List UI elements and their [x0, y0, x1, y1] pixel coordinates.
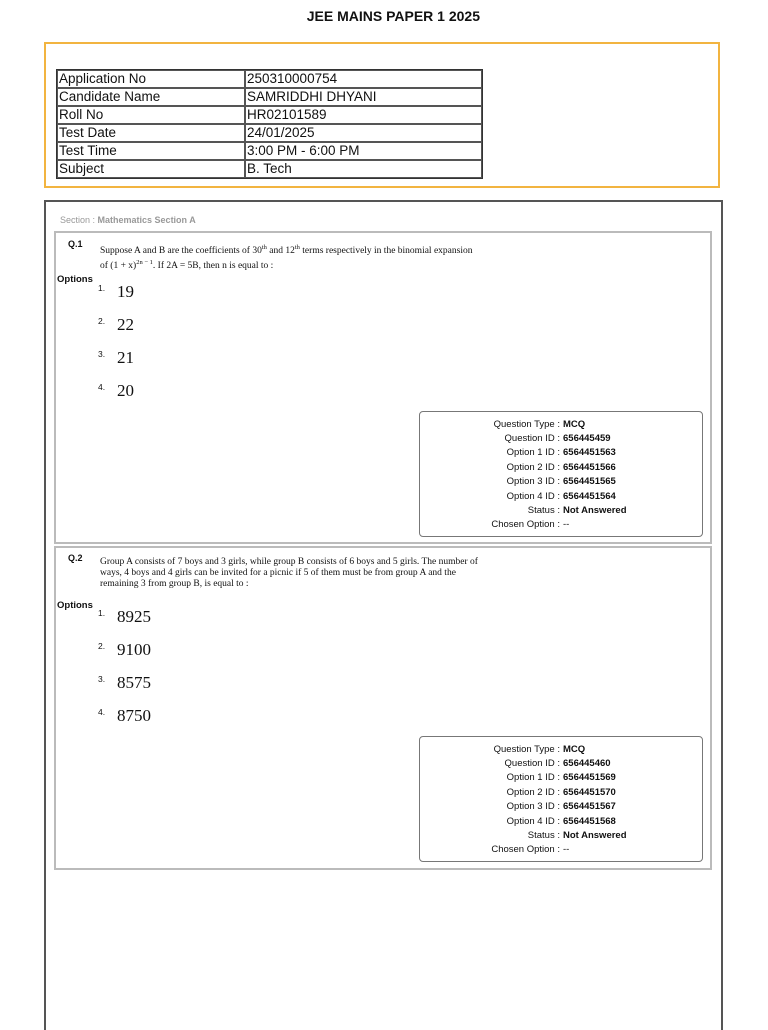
options-label: Options [57, 274, 93, 285]
info-label: Candidate Name [57, 88, 245, 106]
meta-row-o2: Option 2 ID : 6564451566 [506, 462, 616, 473]
info-label: Roll No [57, 106, 245, 124]
meta-row-o3: Option 3 ID : 6564451565 [506, 476, 616, 487]
question-number: Q.1 [68, 239, 83, 249]
table-row [57, 124, 482, 142]
page-title: JEE MAINS PAPER 1 2025 [306, 8, 480, 24]
question-text-line: ways, 4 boys and 4 girls can be invited for a picnic if 5 of them must be from group A and the [100, 568, 456, 578]
option-number: 4. [98, 707, 106, 717]
option-value: 22 [117, 315, 134, 334]
option-value: 20 [117, 381, 134, 400]
info-value: 250310000754 [245, 70, 482, 88]
option-value: 21 [117, 348, 134, 367]
question-text-line: Group A consists of 7 boys and 3 girls, while group B consists of 6 boys and 5 girls. The number of [100, 557, 478, 567]
option-value: 8575 [117, 673, 151, 692]
table-row [57, 160, 482, 178]
meta-row-o4: Option 4 ID : 6564451568 [506, 816, 616, 827]
meta-row-o1: Option 1 ID : 6564451569 [506, 772, 616, 783]
meta-row-type: Question Type : MCQ [493, 744, 586, 755]
meta-row-qid: Question ID : 656445459 [504, 433, 611, 444]
options-label: Options [57, 600, 93, 611]
option-number: 2. [98, 316, 106, 326]
info-label: Application No [57, 70, 245, 88]
info-value: SAMRIDDHI DHYANI [245, 88, 482, 106]
table-row [57, 106, 482, 124]
option-value: 9100 [117, 640, 151, 659]
meta-row-status: Status : Not Answered [527, 505, 627, 516]
option-number: 1. [98, 608, 106, 618]
info-value: 24/01/2025 [245, 124, 482, 142]
meta-row-qid: Question ID : 656445460 [504, 758, 611, 769]
meta-row-o1: Option 1 ID : 6564451563 [506, 447, 616, 458]
section-label [60, 215, 196, 225]
question-text [100, 242, 530, 272]
question-text-line: Suppose A and B are the coefficients of 30th and 12th terms respectively in the binomial expansion [100, 244, 473, 257]
info-value: HR02101589 [245, 106, 482, 124]
question-meta-box [419, 736, 703, 862]
option-number: 2. [98, 641, 106, 651]
meta-row-o2: Option 2 ID : 6564451570 [506, 787, 616, 798]
section-prefix: Section : [60, 215, 98, 225]
info-value: B. Tech [245, 160, 482, 178]
meta-row-chosen: Chosen Option : -- [491, 519, 570, 530]
question-text-line: of $(1 + x)^{2n - 1}$. If 2A = 5B, then n is equal to : [100, 259, 274, 272]
question-text [100, 557, 530, 590]
question-meta-box [419, 411, 703, 537]
table-row [57, 88, 482, 106]
option-value: 8925 [117, 607, 151, 626]
table-row [57, 142, 482, 160]
meta-row-o4: Option 4 ID : 6564451564 [506, 491, 616, 502]
meta-row-type: Question Type : MCQ [493, 419, 586, 430]
option-number: 1. [98, 283, 106, 293]
option-number: 3. [98, 674, 106, 684]
info-label: Test Date [57, 124, 245, 142]
question-number: Q.2 [68, 553, 83, 563]
candidate-info-table [56, 69, 483, 179]
option-number: 4. [98, 382, 106, 392]
option-value: 19 [117, 282, 134, 301]
info-value: 3:00 PM - 6:00 PM [245, 142, 482, 160]
section-name: Mathematics Section A [97, 215, 196, 225]
meta-row-status: Status : Not Answered [527, 830, 627, 841]
question-text-line: remaining 3 from group B, is equal to : [100, 579, 249, 589]
info-label: Test Time [57, 142, 245, 160]
table-row [57, 70, 482, 88]
info-label: Subject [57, 160, 245, 178]
meta-row-chosen: Chosen Option : -- [491, 844, 570, 855]
meta-row-o3: Option 3 ID : 6564451567 [506, 801, 616, 812]
option-value: 8750 [117, 706, 151, 725]
option-number: 3. [98, 349, 106, 359]
